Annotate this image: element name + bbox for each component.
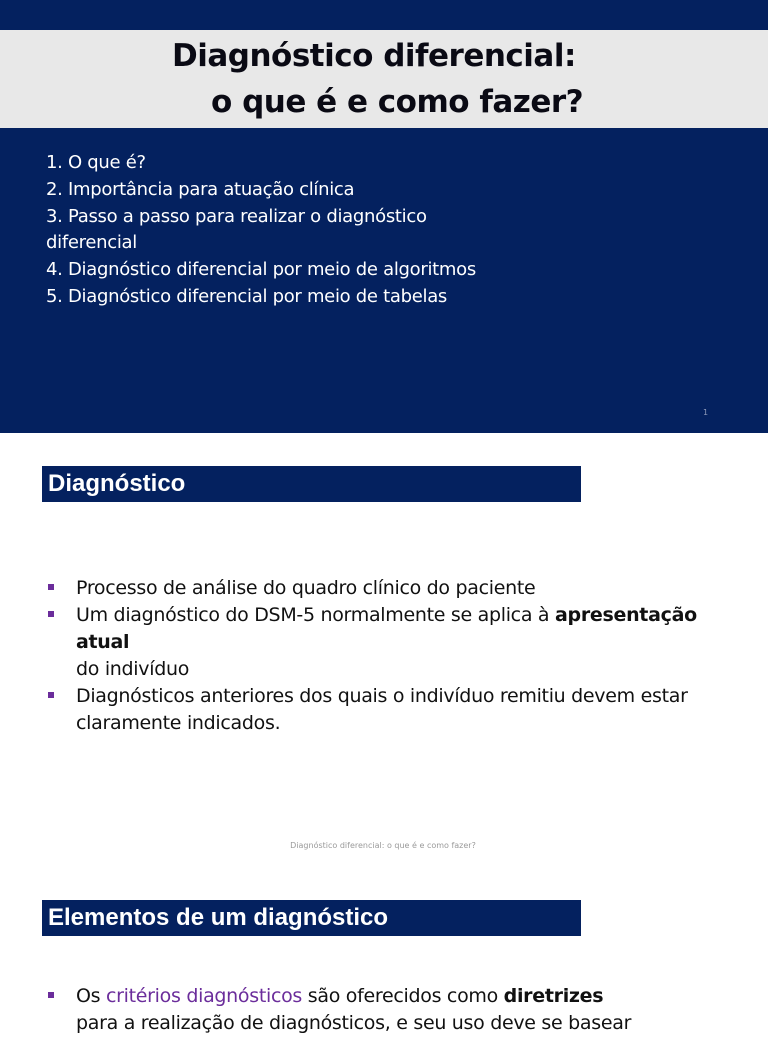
bullet-text: são oferecidos como — [302, 985, 504, 1007]
list-item — [46, 983, 746, 1037]
bullet-highlight-text: critérios diagnósticos — [106, 985, 303, 1007]
bullet-text: do indivíduo — [76, 658, 190, 680]
agenda-item: diferencial — [46, 232, 137, 254]
bullet-list — [46, 983, 746, 1037]
agenda-item: 1. O que é? — [46, 152, 146, 173]
bullet-list — [46, 575, 746, 737]
square-bullet-icon — [48, 992, 54, 998]
slide-title-line-1: Diagnóstico diferencial: — [172, 38, 576, 74]
agenda-list — [46, 150, 546, 311]
list-item — [46, 602, 746, 683]
agenda-item: 5. Diagnóstico diferencial por meio de tabelas — [46, 285, 448, 307]
agenda-item: 4. Diagnóstico diferencial por meio de algoritmos — [46, 259, 476, 281]
slide-page-number: 1 — [703, 408, 709, 417]
list-item — [46, 575, 746, 602]
bullet-text: claramente indicados. — [76, 712, 281, 734]
bullet-bold-text: diretrizes — [503, 985, 604, 1007]
agenda-item: 3. Passo a passo para realizar o diagnóstico — [46, 205, 427, 227]
bullet-text: Processo de análise do quadro clínico do paciente — [76, 577, 536, 599]
bullet-text: para a realização de diagnósticos, e seu uso deve se basear — [76, 1012, 632, 1034]
square-bullet-icon — [48, 584, 54, 590]
agenda-item: 2. Importância para atuação clínica — [46, 178, 355, 200]
list-item — [46, 683, 746, 737]
bullet-text: Um diagnóstico do DSM-5 normalmente se aplica à — [76, 604, 555, 626]
section-heading-elementos: Elementos de um diagnóstico — [42, 900, 581, 936]
section-heading-diagnostico: Diagnóstico — [42, 466, 581, 502]
slide-title-line-2: o que é e como fazer? — [211, 84, 584, 120]
bullet-text: Os — [76, 985, 106, 1007]
title-slide — [0, 0, 768, 433]
slide-footer: Diagnóstico diferencial: o que é e como fazer? — [290, 841, 476, 850]
square-bullet-icon — [48, 692, 54, 698]
bullet-bold-text: apresentação atual — [76, 604, 697, 653]
square-bullet-icon — [48, 611, 54, 617]
bullet-text: Diagnósticos anteriores dos quais o indivíduo remitiu devem estar — [76, 685, 688, 707]
